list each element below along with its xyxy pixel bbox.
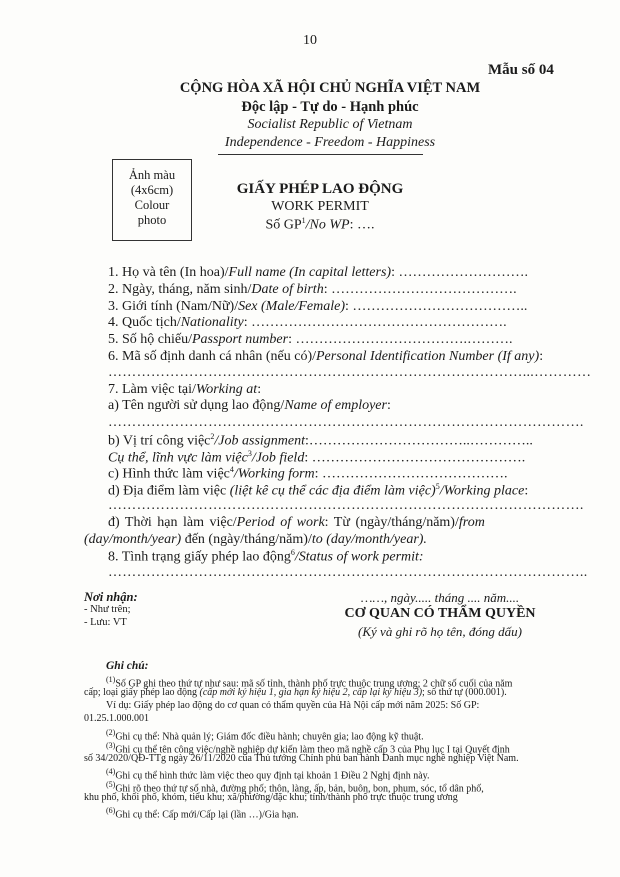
field-passport-number: 5. Số hộ chiếu/Passport number: ……………………………….………. xyxy=(108,332,513,347)
national-title-en: Socialist Republic of Vietnam xyxy=(247,117,413,132)
field-working-place-dots: ………………………………………………………………………………………. xyxy=(108,498,584,513)
note-1: $^{(1)}$Số GP ghi theo thứ tự như sau: mã số tỉnh, thành phố trực thuộc trung ương; 2 chữ số cuối của năm xyxy=(106,675,513,690)
recipient-item: - Lưu: VT xyxy=(84,617,127,628)
note-1-example-number: 01.25.1.000.001 xyxy=(84,713,149,724)
field-job-assignment: b) Vị trí công việc$^2$/Job assignment:……………………………..………….. xyxy=(108,432,533,449)
field-permit-status-dots: ……………………………………………………………………………………….. xyxy=(108,565,588,580)
photo-label-3: Colour xyxy=(134,198,170,212)
national-title: CỘNG HÒA XÃ HỘI CHỦ NGHĨA VIỆT NAM xyxy=(179,80,481,96)
field-period-of-work-line2: (day/month/year) đến (ngày/tháng/năm)/to (day/month/year). xyxy=(84,532,427,547)
field-personal-id-dots: ……………………………………………………………………………...………… xyxy=(108,365,592,380)
document-title-en: WORK PERMIT xyxy=(271,199,369,214)
photo-label-2: (4x6cm) xyxy=(130,183,174,197)
header-divider xyxy=(218,154,423,155)
note-4: $^{(4)}$Ghi cụ thể hình thức làm việc theo quy định tại khoản 1 Điều 2 Nghị định này. xyxy=(106,767,430,782)
field-working-form: c) Hình thức làm việc$^4$/Working form: …………………………………. xyxy=(108,465,508,482)
recipient-item: - Như trên; xyxy=(84,604,131,615)
signature-authority: CƠ QUAN CÓ THẨM QUYỀN xyxy=(344,606,536,621)
signature-instruction: (Ký và ghi rõ họ tên, đóng dấu) xyxy=(358,624,522,639)
note-5-cont: khu phố, khối phố, khóm, tiểu khu; xã/phường/đặc khu; tỉnh/thành phố trực thuộc trung ương xyxy=(84,792,458,803)
field-sex: 3. Giới tính (Nam/Nữ)/Sex (Male/Female): ……………………………….. xyxy=(108,299,528,314)
recipients-label: Nơi nhận: xyxy=(84,590,138,604)
notes-label: Ghi chú: xyxy=(106,660,149,672)
form-code: Mẫu số 04 xyxy=(488,62,554,78)
field-working-place: d) Địa điểm làm việc (liệt kê cụ thể các địa điểm làm việc)$^5$/Working place: xyxy=(108,482,529,499)
note-3-cont: số 34/2020/QĐ-TTg ngày 26/11/2020 của Thủ tướng Chính phủ ban hành Danh mục nghề nghiệp Việt Nam. xyxy=(84,753,519,764)
note-1-cont: cấp; loại giấy phép lao động (cấp mới ký hiệu 1, gia hạn ký hiệu 2, cấp lại ký hiệu 3); số thứ tự (000.001). xyxy=(84,687,507,698)
field-employer: a) Tên người sử dụng lao động/Name of employer: xyxy=(108,398,391,413)
note-2: $^{(2)}$Ghi cụ thể: Nhà quản lý; Giám đốc điều hành; chuyên gia; lao động kỹ thuật. xyxy=(106,728,424,743)
note-6: $^{(6)}$Ghi cụ thể: Cấp mới/Cấp lại (lần …)/Gia hạn. xyxy=(106,806,299,821)
document-title: GIẤY PHÉP LAO ĐỘNG xyxy=(236,181,404,197)
page-number: 10 xyxy=(303,33,317,48)
national-motto: Độc lập - Tự do - Hạnh phúc xyxy=(241,99,419,115)
note-3: $^{(3)}$Ghi cụ thể tên công việc/nghề nghiệp dự kiến làm theo mã nghề cấp 3 của Phụ lục I tại Quyết định xyxy=(106,741,510,756)
field-employer-dots: ………………………………………………………………………………………. xyxy=(108,415,584,430)
field-working-at: 7. Làm việc tại/Working at: xyxy=(108,382,262,397)
field-date-of-birth: 2. Ngày, tháng, năm sinh/Date of birth: …………………………………. xyxy=(108,282,517,297)
photo-box xyxy=(112,159,192,241)
field-full-name: 1. Họ và tên (In hoa)/Full name (In capital letters): ………………………. xyxy=(108,265,528,280)
field-permit-status: 8. Tình trạng giấy phép lao động$^6$/Status of work permit: xyxy=(108,548,424,565)
photo-label-1: Ảnh màu xyxy=(128,168,176,182)
signature-date-line: ……, ngày..... tháng .... năm.... xyxy=(360,590,520,605)
field-period-of-work: đ) Thời hạn làm việc/Period of work: Từ (ngày/tháng/năm)/from xyxy=(108,515,485,530)
national-motto-en: Independence - Freedom - Happiness xyxy=(224,135,436,150)
field-job-field: Cụ thể, lĩnh vực làm việc$^3$/Job field: ………………………………………. xyxy=(108,449,526,466)
permit-number: Số $GP^1/No$ WP: …. xyxy=(265,216,375,233)
field-personal-id: 6. Mã số định danh cá nhân (nếu có)/Personal Identification Number (If any): xyxy=(108,349,544,364)
photo-label-4: photo xyxy=(137,213,167,227)
note-1-example: Ví dụ: Giấy phép lao động do cơ quan có thẩm quyền của Hà Nội cấp mới năm 2025: Số GP: xyxy=(106,700,480,711)
note-5: $^{(5)}$Ghi rõ theo thứ tự số nhà, đường phố; thôn, làng, ấp, bản, buôn, bon, phum, sóc, tổ dân phố, xyxy=(106,780,484,795)
field-nationality: 4. Quốc tịch/Nationality: ………………………………………………. xyxy=(108,315,507,330)
